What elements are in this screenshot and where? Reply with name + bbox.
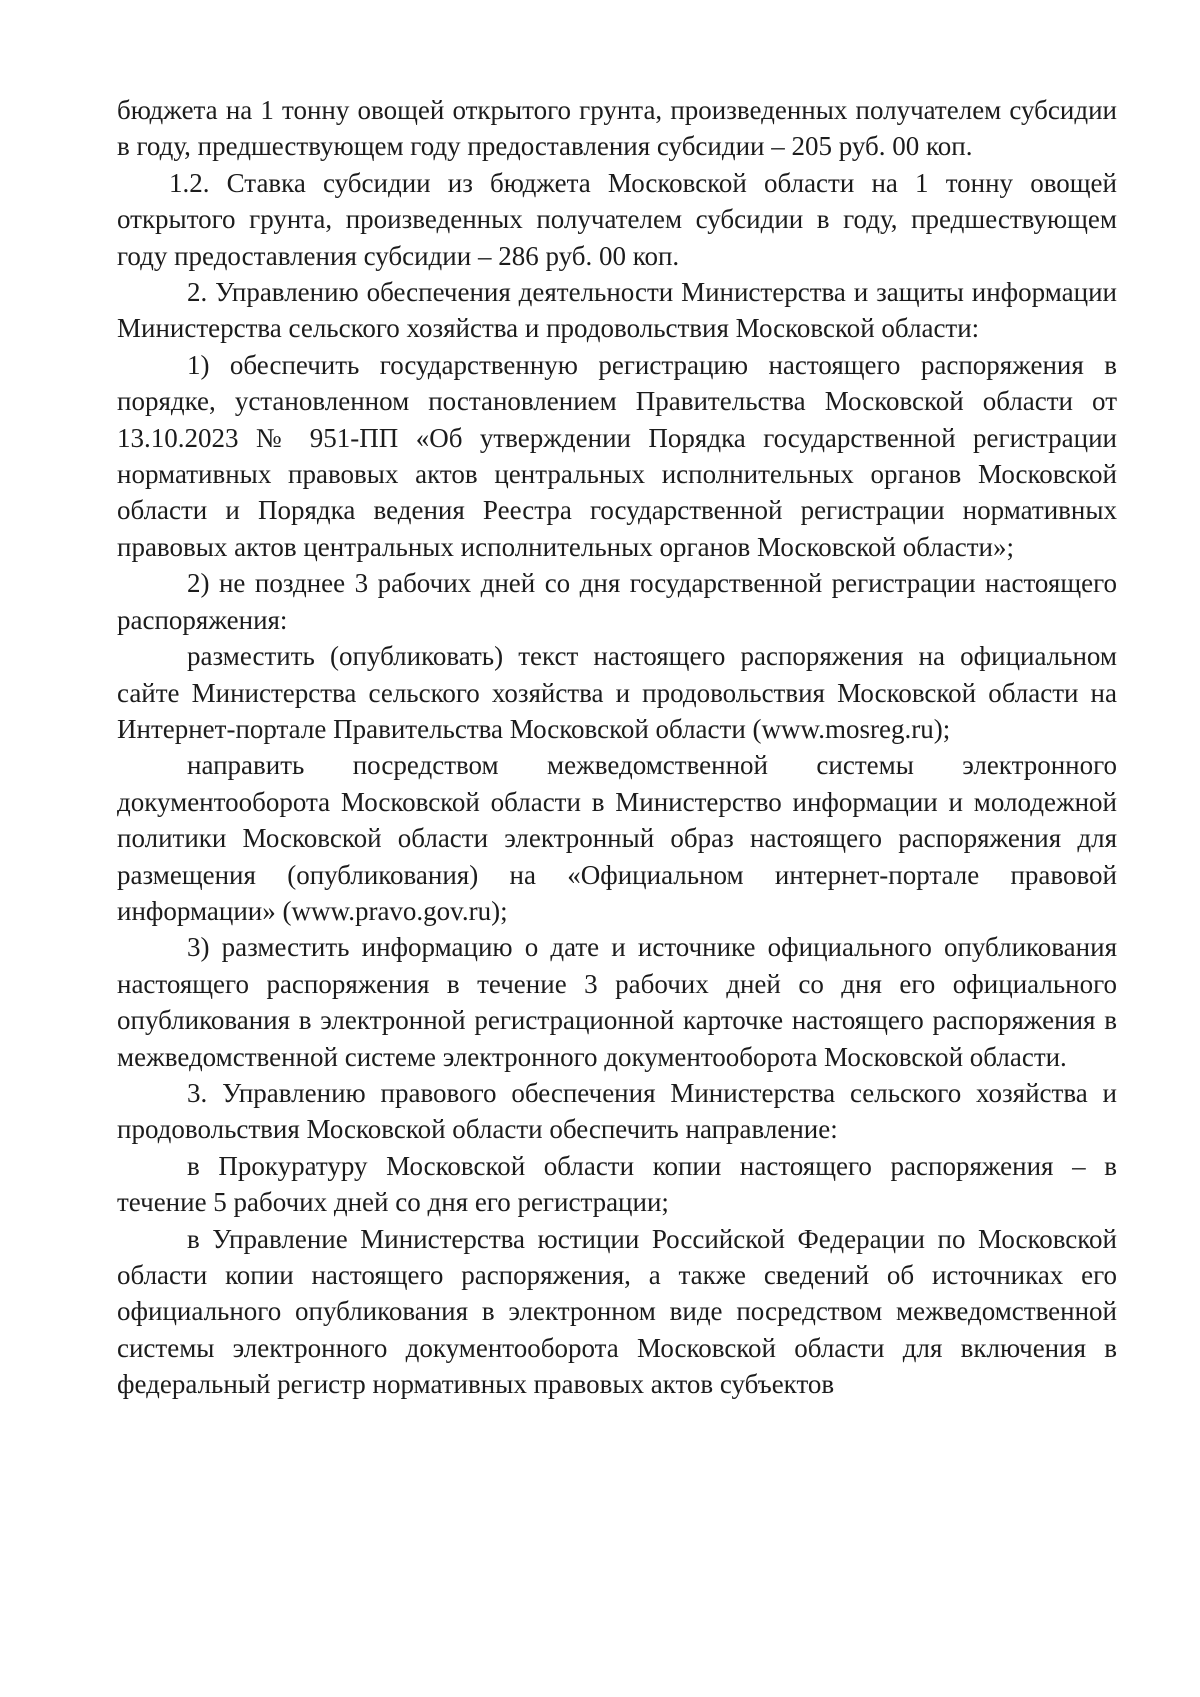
paragraph-item-3: 3. Управлению правового обеспечения Министерства сельского хозяйства и продовольствия Московской области обеспечить направление: [117, 1077, 1117, 1145]
paragraph-item-2-2: 2) не позднее 3 рабочих дней со дня государственной регистрации настоящего распоряжения: [117, 568, 1117, 635]
paragraph-justice-ministry: в Управление Министерства юстиции Российской Федерации по Московской области копии настоящего распоряжения, а также сведений об источниках его официального опубликования в электронном виде посредством межведомственной системы электронного документооборота Московской области для включения в федеральный регистр нормативных правовых актов субъектов [117, 1223, 1117, 1400]
paragraph-send-pravo: направить посредством межведомственной системы электронного документооборота Московской области в Министерство информации и молодежной политики Московской области электронный образ настоящего распоряжения для размещения (опубликования) на «Официальном интернет-портале правовой информации» (www.pravo.gov.ru); [117, 750, 1117, 926]
paragraph-item-2-1: 1) обеспечить государственную регистрацию настоящего распоряжения в порядке, установленном постановлением Правительства Московской области от 13.10.2023 № 951-ПП «Об утверждении Порядка государственной регистрации нормативных правовых актов центральных исполнительных органов Московской области и Порядка ведения Реестра государственной регистрации нормативных правовых актов центральных исполнительных органов Московской области»; [117, 349, 1117, 562]
paragraph-item-2-3: 3) разместить информацию о дате и источнике официального опубликования настоящего распоряжения в течение 3 рабочих дней со дня его официального опубликования в электронной регистрационной карточке настоящего распоряжения в межведомственной системе электронного документооборота Московской области. [117, 932, 1117, 1072]
paragraph-subsidy-rate-1-2: 1.2. Ставка субсидии из бюджета Московской области на 1 тонну овощей открытого грунта, произведенных получателем субсидии в году, предшествующем году предоставления субсидии – 286 руб. 00 коп. [117, 167, 1117, 271]
paragraph-prosecutor: в Прокуратуру Московской области копии настоящего распоряжения – в течение 5 рабочих дней со дня его регистрации; [117, 1150, 1117, 1218]
paragraph-publish-website: разместить (опубликовать) текст настоящего распоряжения на официальном сайте Министерства сельского хозяйства и продовольствия Московской области на Интернет-портале Правительства Московской области (www.mosreg.ru); [117, 641, 1117, 744]
paragraph-subsidy-rate-1-1-end: бюджета на 1 тонну овощей открытого грунта, произведенных получателем субсидии в году, предшествующем году предоставления субсидии – 205 руб. 00 коп. [117, 95, 1117, 162]
document-body [117, 92, 1117, 1403]
paragraph-item-2: 2. Управлению обеспечения деятельности Министерства и защиты информации Министерства сельского хозяйства и продовольствия Московской области: [117, 277, 1117, 344]
